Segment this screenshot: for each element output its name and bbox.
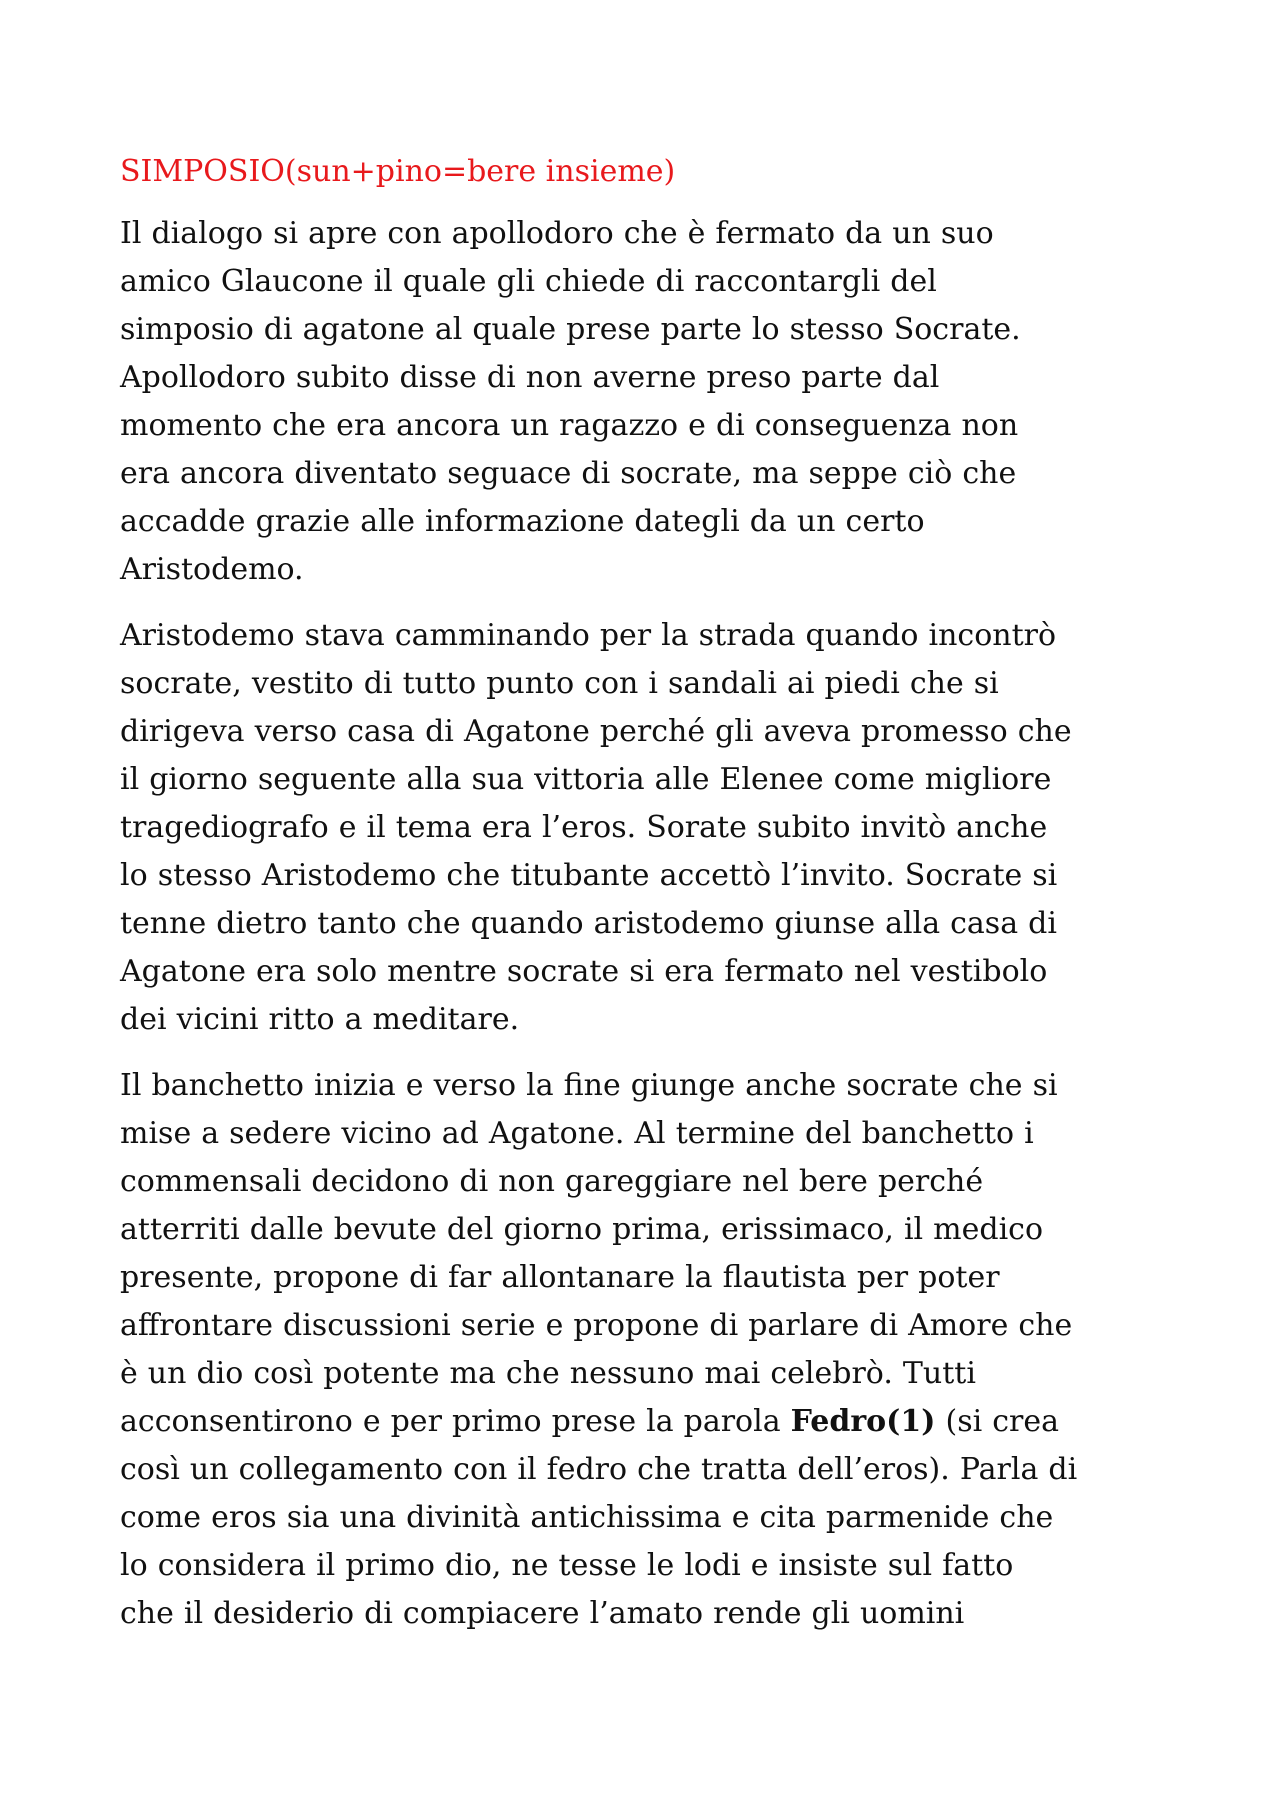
document-title: SIMPOSIO(sun+pino=bere insieme) [120,154,676,189]
fedro-bold-term: Fedro(1) [790,1404,936,1439]
paragraph-3-text-after: (si crea così un collegamento con il fedro che tratta dell’eros). Parla di come eros sia una divinità antichissima e cita parmenide che lo considera il primo dio, ne tesse le lodi e insiste sul fatto che il desiderio di compiacere l’amato rende gli uomini [120,1404,1078,1631]
paragraph-1: Il dialogo si apre con apollodoro che è fermato da un suo amico Glaucone il quale gli chiede di raccontargli del simposio di agatone al quale prese parte lo stesso Socrate. Apollodoro subito disse di non averne preso parte dal momento che era ancora un ragazzo e di conseguenza non era ancora diventato seguace di socrate, ma seppe ciò che accadde grazie alle informazione dategli da un certo Aristodemo. [120,216,1021,587]
paragraph-2: Aristodemo stava camminando per la strada quando incontrò socrate, vestito di tutto punto con i sandali ai piedi che si dirigeva verso casa di Agatone perché gli aveva promesso che il giorno seguente alla sua vittoria alle Elenee come migliore tragediografo e il tema era l’eros. Sorate subito invitò anche lo stesso Aristodemo che titubante accettò l’invito. Socrate si tenne dietro tanto che quando aristodemo giunse alla casa di Agatone era solo mentre socrate si era fermato nel vestibolo dei vicini ritto a meditare. [120,618,1072,1037]
paragraph-3 [120,1062,1160,1638]
paragraph-3-text-before: Il banchetto inizia e verso la fine giunge anche socrate che si mise a sedere vicino ad Agatone. Al termine del banchetto i commensali decidono di non gareggiare nel bere perché atterriti dalle bevute del giorno prima, erissimaco, il medico presente, propone di far allontanare la flautista per poter affrontare discussioni serie e propone di parlare di Amore che è un dio così potente ma che nessuno mai celebrò. Tutti acconsentirono e per primo prese la parola [120,1068,1073,1439]
